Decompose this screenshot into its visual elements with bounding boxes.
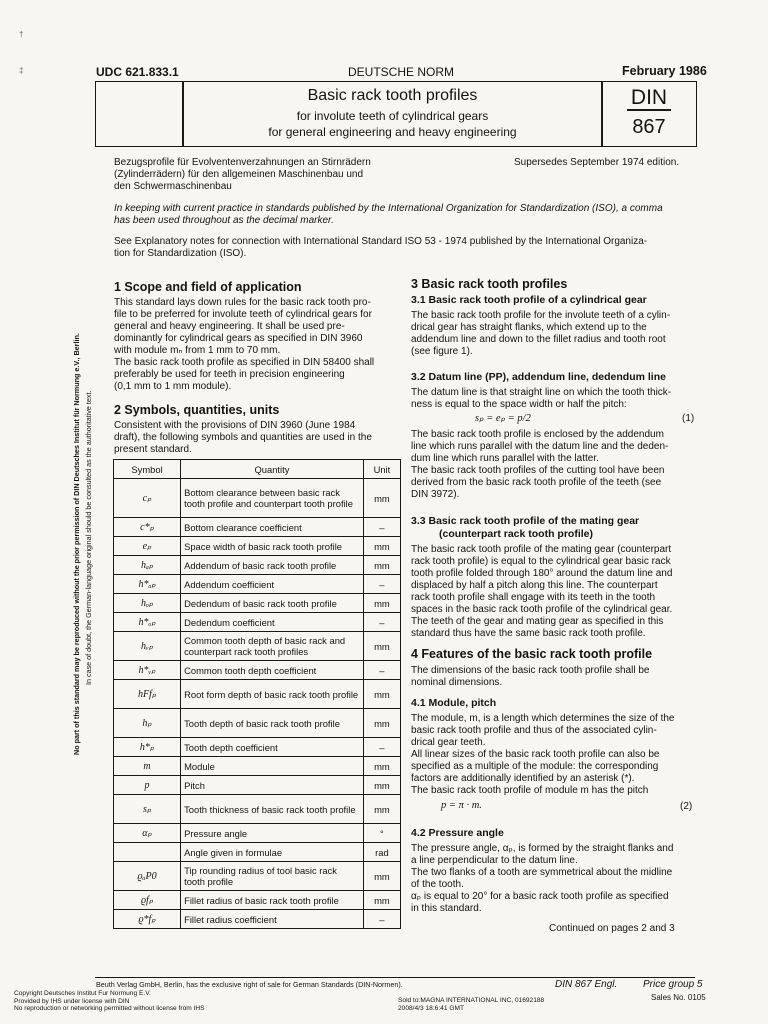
quantity-cell: Tip rounding radius of tool basic rack tooth profile — [181, 862, 364, 891]
symbol-cell: ϱₐP0 — [114, 862, 181, 891]
iso-note — [114, 203, 704, 227]
table-row — [114, 795, 401, 824]
section-1-heading: 1 Scope and field of application — [114, 280, 302, 294]
symbols-table — [113, 459, 401, 929]
table-row — [114, 575, 401, 594]
section-3-3-heading-line-2: (counterpart rack tooth profile) — [439, 528, 594, 540]
table-row — [114, 680, 401, 709]
beuth-notice: Beuth Verlag GmbH, Berlin, has the exclusive right of sale for German Standards (DIN-Normen). — [96, 980, 403, 989]
scan-mark: † — [19, 30, 24, 39]
german-title — [114, 157, 371, 193]
margin-copyright-notice: No part of this standard may be reproduced without the prior permission of DIN Deutsches Institut für Normung e.V., Berlin. — [72, 333, 81, 755]
table-row — [114, 757, 401, 776]
table-row — [114, 824, 401, 843]
section-3-1-heading: 3.1 Basic rack tooth profile of a cylindrical gear — [411, 294, 647, 306]
table-row — [114, 479, 401, 518]
quantity-cell: Bottom clearance between basic rack tooth profile and counterpart tooth profile — [181, 479, 364, 518]
symbol-cell: hₚ — [114, 709, 181, 738]
body-line: specified as a multiple of the module: the corresponding — [411, 761, 659, 772]
symbol-cell: hₒₚ — [114, 594, 181, 613]
body-line: of the tooth. — [411, 879, 464, 890]
equation-1: sₚ = eₚ = p/2 — [475, 413, 531, 424]
quantity-cell: Dedendum coefficient — [181, 613, 364, 632]
quantity-cell: Bottom clearance coefficient — [181, 518, 364, 537]
body-line: a line perpendicular to the datum line. — [411, 855, 578, 866]
section-1-body — [114, 297, 400, 393]
body-line: The basic rack tooth profile of module m has the pitch — [411, 785, 649, 796]
table-row — [114, 843, 401, 862]
symbol-cell: αₚ — [114, 824, 181, 843]
quantity-cell: Common tooth depth of basic rack and counterpart rack tooth profiles — [181, 632, 364, 661]
table-row — [114, 862, 401, 891]
body-line: The datum line is that straight line on which the tooth thick- — [411, 387, 672, 398]
body-line: draft), the following symbols and quantities are used in the — [114, 432, 372, 443]
iso-note-line: has been used throughout as the decimal marker. — [114, 215, 334, 226]
section-3-1-body — [411, 310, 701, 358]
document-subtitle-1: for involute teeth of cylindrical gears — [296, 109, 489, 123]
publication-date: February 1986 — [622, 64, 707, 78]
unit-cell: – — [363, 613, 400, 632]
body-line: drical gear has straight flanks, which extend up to the — [411, 322, 647, 333]
unit-cell: mm — [363, 479, 400, 518]
body-line: line which runs parallel with the datum line and the deden- — [411, 441, 669, 452]
quantity-cell: Dedendum of basic rack tooth profile — [181, 594, 364, 613]
table-row — [114, 910, 401, 929]
quantity-cell: Module — [181, 757, 364, 776]
din-number: 867 — [632, 116, 666, 138]
symbol-cell: c*ₚ — [114, 518, 181, 537]
body-line: dum line which runs parallel with the latter. — [411, 453, 599, 464]
german-title-line: den Schwermaschinenbau — [114, 181, 232, 192]
section-3-2-body-b — [411, 429, 701, 501]
symbol-cell: h*ₐₚ — [114, 575, 181, 594]
body-line: dominantly for cylindrical gears as specified in DIN 3960 — [114, 333, 363, 344]
body-line: addendum line and down to the fillet radius and tooth root — [411, 334, 666, 345]
quantity-cell: Angle given in formulae — [181, 843, 364, 862]
table-row — [114, 518, 401, 537]
sold-to — [398, 997, 544, 1012]
symbol-cell: h*ₒₚ — [114, 613, 181, 632]
table-header-unit: Unit — [363, 460, 400, 479]
symbol-cell: ϱfₚ — [114, 891, 181, 910]
ihs-copyright-line: No reproduction or networking permitted without license from IHS — [14, 1005, 205, 1012]
symbol-cell: h*ₚ — [114, 738, 181, 757]
body-line: present standard. — [114, 444, 192, 455]
body-line: general and heavy engineering. It shall be used pre- — [114, 321, 345, 332]
quantity-cell: Pressure angle — [181, 824, 364, 843]
table-row — [114, 891, 401, 910]
document-subtitle-2: for general engineering and heavy engineering — [268, 125, 517, 139]
body-line: Consistent with the provisions of DIN 3960 (June 1984 — [114, 420, 356, 431]
ihs-copyright-line: Provided by IHS under license with DIN — [14, 997, 130, 1005]
body-line: The pressure angle, αₚ, is formed by the straight flanks and — [411, 843, 674, 854]
quantity-cell: Tooth depth of basic rack tooth profile — [181, 709, 364, 738]
unit-cell: mm — [363, 537, 400, 556]
quantity-cell: Tooth depth coefficient — [181, 738, 364, 757]
norm-label: DEUTSCHE NORM — [348, 65, 455, 79]
section-4-heading: 4 Features of the basic rack tooth profile — [411, 647, 653, 661]
quantity-cell: Common tooth depth coefficient — [181, 661, 364, 680]
quantity-cell: Fillet radius coefficient — [181, 910, 364, 929]
price-group: Price group 5 — [643, 979, 703, 990]
din-label — [603, 86, 695, 110]
body-line: standard thus have the same basic rack tooth profile. — [411, 628, 646, 639]
body-line: preferably be used for teeth in precision engineering — [114, 369, 345, 380]
quantity-cell: Pitch — [181, 776, 364, 795]
din-engl-label: DIN 867 Engl. — [555, 979, 618, 990]
equation-1-number: (1) — [682, 413, 695, 424]
udc-number: UDC 621.833.1 — [96, 65, 179, 79]
explanatory-note-line: tion for Standardization (ISO). — [114, 248, 247, 259]
unit-cell: – — [363, 575, 400, 594]
body-line: The teeth of the gear and mating gear as specified in this — [411, 616, 664, 627]
unit-cell: mm — [363, 757, 400, 776]
body-line: drical gear teeth. — [411, 737, 486, 748]
symbol-cell: eₚ — [114, 537, 181, 556]
quantity-cell: Tooth thickness of basic rack tooth profile — [181, 795, 364, 824]
table-row — [114, 709, 401, 738]
symbol-cell: hFfₚ — [114, 680, 181, 709]
continued-note: Continued on pages 2 and 3 — [549, 923, 675, 934]
body-line: This standard lays down rules for the basic rack tooth pro- — [114, 297, 371, 308]
unit-cell: mm — [363, 795, 400, 824]
equation-2-number: (2) — [680, 801, 693, 812]
section-3-2-heading: 3.2 Datum line (PP), addendum line, dedendum line — [411, 371, 666, 383]
section-3-heading: 3 Basic rack tooth profiles — [411, 277, 568, 291]
symbol-cell: cₚ — [114, 479, 181, 518]
equation-2: p = π · m. — [441, 800, 482, 811]
unit-cell: mm — [363, 891, 400, 910]
unit-cell: ° — [363, 824, 400, 843]
table-header-symbol: Symbol — [114, 460, 181, 479]
din-label-text: DIN — [627, 86, 671, 111]
table-row — [114, 632, 401, 661]
table-row — [114, 594, 401, 613]
body-line: αₚ is equal to 20° for a basic rack tooth profile as specified — [411, 891, 669, 902]
unit-cell: mm — [363, 709, 400, 738]
table-header-row — [114, 460, 401, 479]
unit-cell: – — [363, 738, 400, 757]
sales-number: Sales No. 0105 — [651, 993, 706, 1002]
body-line: (0,1 mm to 1 mm module). — [114, 381, 232, 392]
unit-cell: mm — [363, 594, 400, 613]
unit-cell: mm — [363, 632, 400, 661]
quantity-cell: Addendum of basic rack tooth profile — [181, 556, 364, 575]
body-line: The module, m, is a length which determines the size of the — [411, 713, 675, 724]
footer-rule — [95, 977, 695, 978]
body-line: spaces in the basic rack tooth profile of the cylindrical gear. — [411, 604, 673, 615]
table-row — [114, 738, 401, 757]
body-line: The basic rack tooth profile as specified in DIN 58400 shall — [114, 357, 375, 368]
symbol-cell — [114, 843, 181, 862]
iso-note-line: In keeping with current practice in standards published by the International Organization for Standardization (ISO), a comma — [114, 203, 663, 214]
sold-to-line: 2008/4/3 18:6:41 GMT — [398, 1004, 464, 1012]
margin-language-notice: In case of doubt, the German-language original should be consulted as the authoritative text. — [84, 390, 93, 685]
sold-to-line: Sold to:MAGNA INTERNATIONAL INC, 01692188 — [398, 997, 545, 1004]
body-line: in this standard. — [411, 903, 482, 914]
unit-cell: – — [363, 518, 400, 537]
quantity-cell: Space width of basic rack tooth profile — [181, 537, 364, 556]
body-line: All linear sizes of the basic rack tooth profile can also be — [411, 749, 660, 760]
body-line: The basic rack tooth profile is enclosed by the addendum — [411, 429, 664, 440]
table-row — [114, 613, 401, 632]
table-row — [114, 537, 401, 556]
symbol-cell: m — [114, 757, 181, 776]
symbol-cell: ϱ*fₚ — [114, 910, 181, 929]
body-line: rack tooth profile) is equal to the cylindrical gear basic rack — [411, 556, 671, 567]
section-4-1-heading: 4.1 Module, pitch — [411, 697, 497, 709]
table-header-quantity: Quantity — [181, 460, 364, 479]
document-title: Basic rack tooth profiles — [307, 87, 478, 104]
section-4-body — [411, 665, 701, 689]
explanatory-note — [114, 236, 704, 260]
section-4-1-body — [411, 713, 701, 797]
explanatory-note-line: See Explanatory notes for connection with International Standard ISO 53 - 1974 published by the International Organiza- — [114, 236, 648, 247]
body-line: (see figure 1). — [411, 346, 473, 357]
symbol-cell: hₐₚ — [114, 556, 181, 575]
body-line: The two flanks of a tooth are symmetrical about the midline — [411, 867, 673, 878]
body-line: factors are additionally identified by an asterisk (*). — [411, 773, 635, 784]
symbol-cell: p — [114, 776, 181, 795]
section-3-2-body-a — [411, 387, 701, 411]
unit-cell: mm — [363, 556, 400, 575]
section-4-2-heading: 4.2 Pressure angle — [411, 827, 504, 839]
body-line: displaced by half a pitch along this line. The counterpart — [411, 580, 658, 591]
body-line: The basic rack tooth profile of the mating gear (counterpart — [411, 544, 672, 555]
quantity-cell: Addendum coefficient — [181, 575, 364, 594]
body-line: The dimensions of the basic rack tooth profile shall be — [411, 665, 650, 676]
body-line: tooth profile folded through 180° around the datum line and — [411, 568, 673, 579]
symbol-cell: sₚ — [114, 795, 181, 824]
body-line: basic rack tooth profile and thus of the associated cylin- — [411, 725, 657, 736]
unit-cell: – — [363, 661, 400, 680]
body-line: The basic rack tooth profiles of the cutting tool have been — [411, 465, 665, 476]
section-4-2-body — [411, 843, 701, 915]
body-line: rack tooth profile shall engage with its teeth in the tooth — [411, 592, 656, 603]
section-2-body — [114, 420, 400, 456]
body-line: DIN 3972). — [411, 489, 460, 500]
german-title-line: Bezugsprofile für Evolventenverzahnungen an Stirnrädern — [114, 157, 371, 168]
ihs-copyright — [14, 990, 205, 1013]
table-row — [114, 556, 401, 575]
table-row — [114, 661, 401, 680]
body-line: derived from the basic rack tooth profile of the teeth (see — [411, 477, 662, 488]
unit-cell: mm — [363, 862, 400, 891]
unit-cell: rad — [363, 843, 400, 862]
unit-cell: mm — [363, 776, 400, 795]
quantity-cell: Root form depth of basic rack tooth profile — [181, 680, 364, 709]
body-line: nominal dimensions. — [411, 677, 503, 688]
supersedes-note: Supersedes September 1974 edition. — [514, 157, 680, 168]
body-line: ness is equal to the space width or half the pitch: — [411, 399, 627, 410]
section-2-heading: 2 Symbols, quantities, units — [114, 403, 280, 417]
body-line: with module mₙ from 1 mm to 70 mm. — [114, 345, 281, 356]
quantity-cell: Fillet radius of basic rack tooth profile — [181, 891, 364, 910]
symbol-cell: h*ᵥₚ — [114, 661, 181, 680]
body-line: The basic rack tooth profile for the involute teeth of a cylin- — [411, 310, 671, 321]
scan-mark: ‡ — [19, 66, 24, 75]
table-row — [114, 776, 401, 795]
body-line: file to be preferred for involute teeth of cylindrical gears for — [114, 309, 372, 320]
german-title-line: (Zylinderrädern) für den allgemeinen Maschinenbau und — [114, 169, 364, 180]
symbol-cell: hᵥₚ — [114, 632, 181, 661]
unit-cell: mm — [363, 680, 400, 709]
ihs-copyright-line: Copyright Deutsches Institut Fur Normung E.V. — [14, 990, 151, 997]
section-3-3-body — [411, 544, 701, 640]
section-3-3-heading: 3.3 Basic rack tooth profile of the mating gear — [411, 515, 640, 527]
unit-cell: – — [363, 910, 400, 929]
